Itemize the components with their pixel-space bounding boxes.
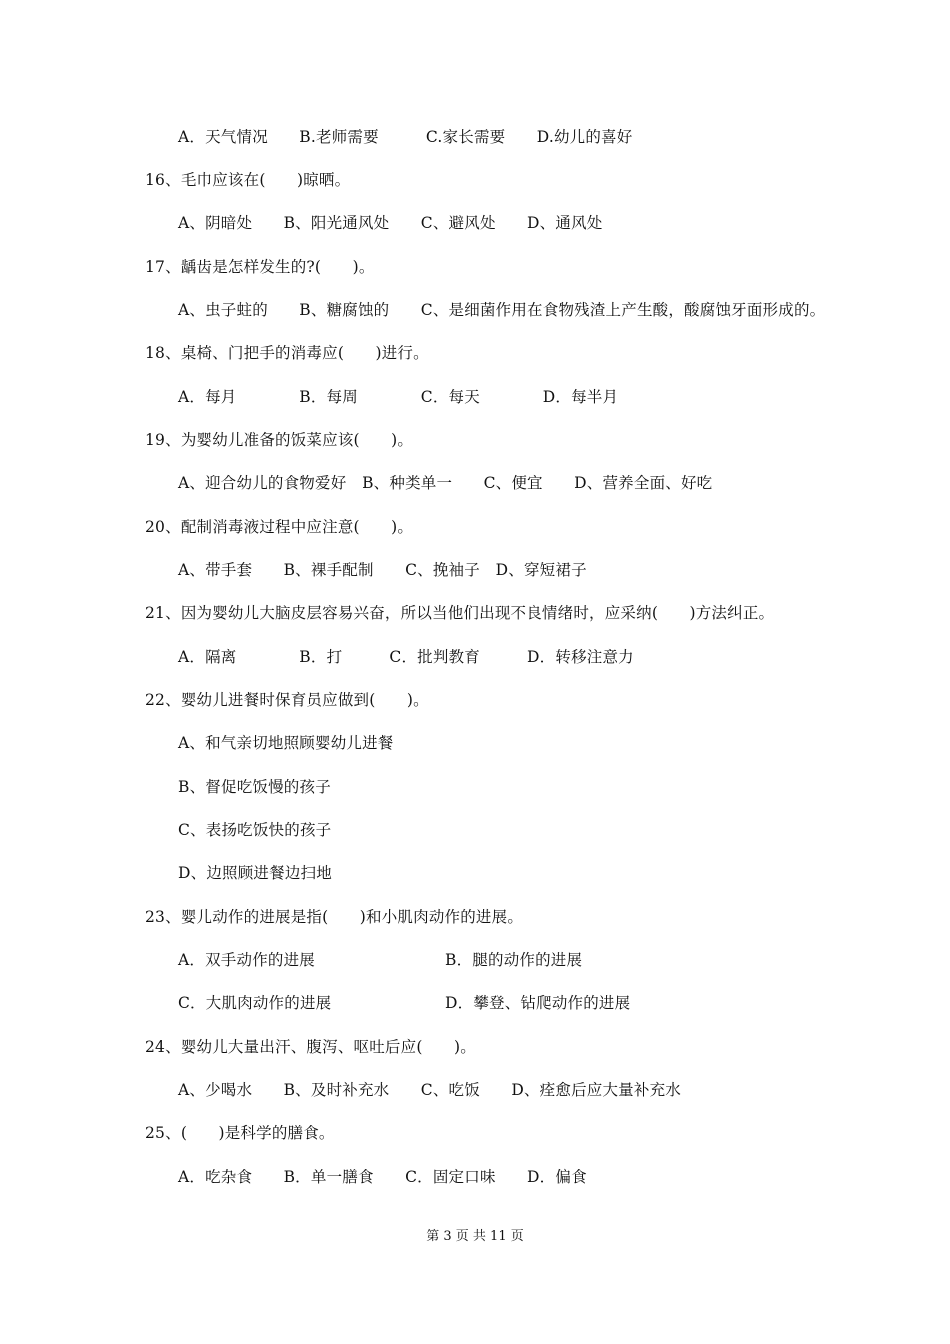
q22-option-c: C、表扬吃饭快的孩子 (178, 821, 332, 839)
q22-option-a: A、和气亲切地照顾婴幼儿进餐 (178, 734, 394, 752)
q23-option-a: A．双手动作的进展 (178, 951, 315, 969)
question-16: 16、毛巾应该在( )晾晒。 (145, 171, 351, 189)
q17-options: A、虫子蛀的 B、糖腐蚀的 C、是细菌作用在食物残渣上产生酸，酸腐蚀牙面形成的。 (178, 301, 826, 319)
question-21: 21、因为婴幼儿大脑皮层容易兴奋，所以当他们出现不良情绪时，应采纳( )方法纠正。 (145, 604, 775, 622)
q19-options: A、迎合幼儿的食物爱好 B、种类单一 C、便宜 D、营养全面、好吃 (178, 474, 713, 492)
question-23: 23、婴儿动作的进展是指( )和小肌肉动作的进展。 (145, 908, 524, 926)
q23-option-d: D．攀登、钻爬动作的进展 (445, 994, 631, 1012)
q16-options: A、阴暗处 B、阳光通风处 C、避风处 D、通风处 (178, 214, 603, 232)
question-18: 18、桌椅、门把手的消毒应( )进行。 (145, 344, 429, 362)
question-24: 24、婴幼儿大量出汗、腹泻、呕吐后应( )。 (145, 1038, 476, 1056)
q15-options: A．天气情况 B.老师需要 C.家长需要 D.幼儿的喜好 (178, 128, 633, 146)
question-20: 20、配制消毒液过程中应注意( )。 (145, 518, 414, 536)
q23-option-c: C．大肌肉动作的进展 (178, 994, 332, 1012)
question-22: 22、婴幼儿进餐时保育员应做到( )。 (145, 691, 429, 709)
question-25: 25、( )是科学的膳食。 (145, 1124, 335, 1142)
page-number-footer: 第 3 页 共 11 页 (426, 1229, 524, 1244)
q22-option-d: D、边照顾进餐边扫地 (178, 864, 332, 882)
q18-options: A．每月 B．每周 C．每天 D．每半月 (178, 388, 619, 406)
q24-options: A、少喝水 B、及时补充水 C、吃饭 D、痊愈后应大量补充水 (178, 1081, 681, 1099)
q22-option-b: B、督促吃饭慢的孩子 (178, 778, 331, 796)
question-19: 19、为婴幼儿准备的饭菜应该( )。 (145, 431, 414, 449)
q20-options: A、带手套 B、裸手配制 C、挽袖子 D、穿短裙子 (178, 561, 587, 579)
q21-options: A．隔离 B．打 C．批判教育 D．转移注意力 (178, 648, 634, 666)
question-17: 17、龋齿是怎样发生的?( )。 (145, 258, 375, 276)
q25-options: A．吃杂食 B．单一膳食 C．固定口味 D．偏食 (178, 1168, 587, 1186)
q23-option-b: B．腿的动作的进展 (445, 951, 583, 969)
